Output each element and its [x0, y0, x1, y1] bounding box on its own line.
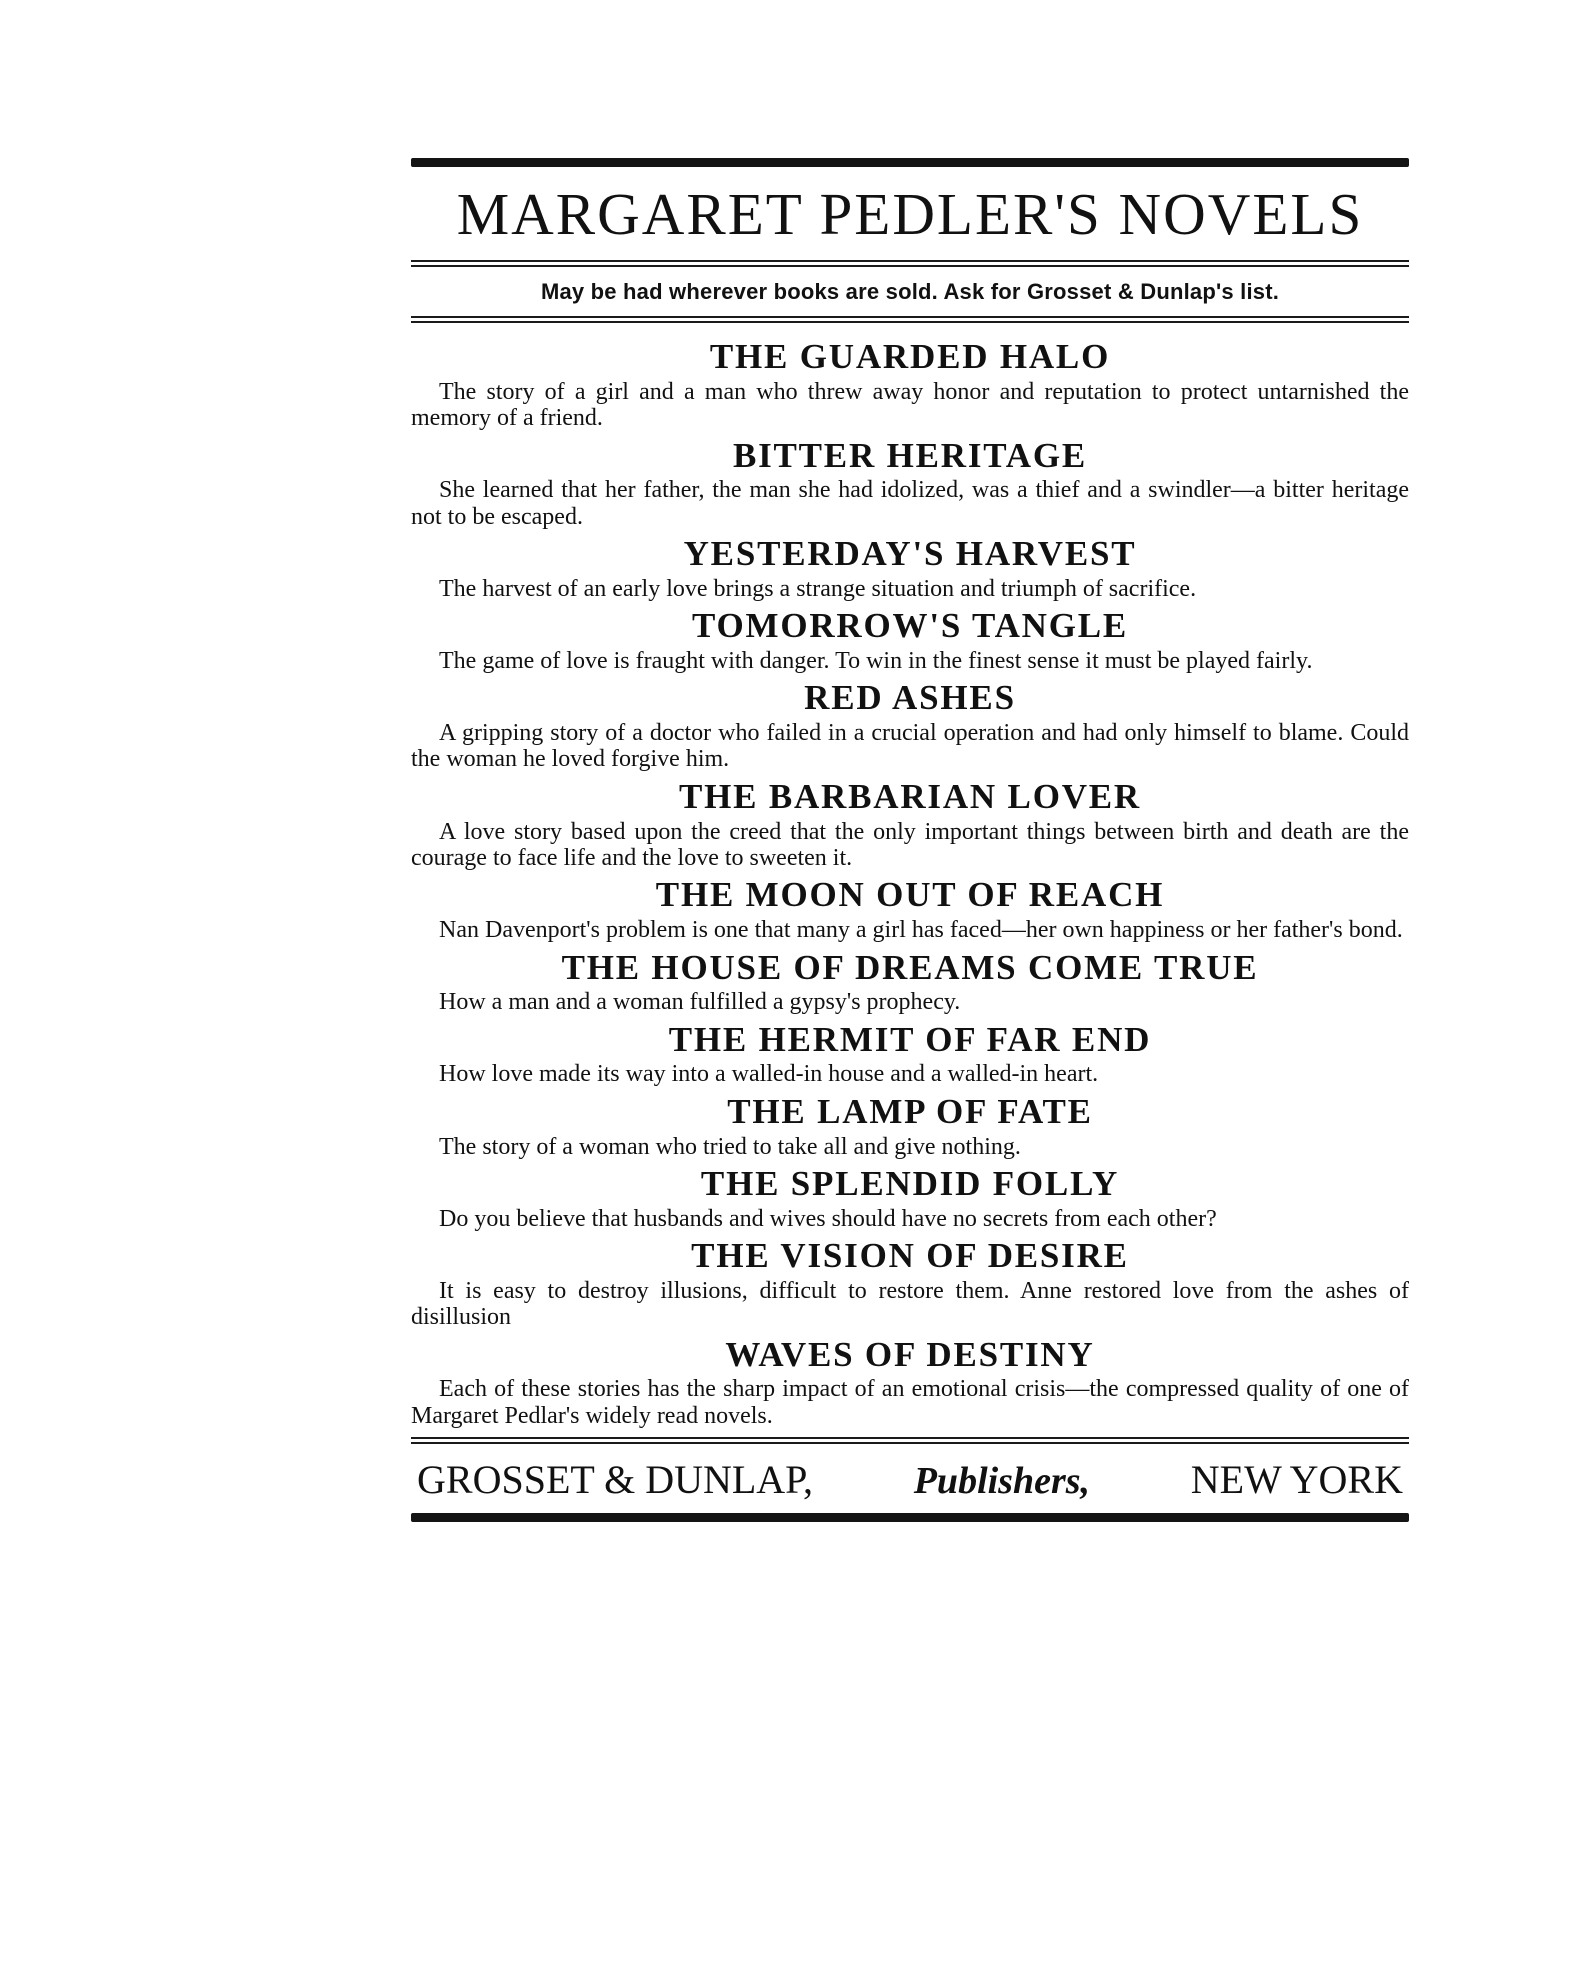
book-entry — [411, 435, 1409, 531]
publisher-name: GROSSET & DUNLAP, — [417, 1457, 813, 1503]
book-title: THE MOON OUT OF REACH — [655, 875, 1165, 915]
book-description: The harvest of an early love brings a strange situation and triumph of sacrifice. — [439, 575, 1197, 602]
book-entry — [411, 1163, 1409, 1232]
book-entry — [411, 608, 1409, 674]
title-divider — [411, 260, 1409, 267]
footer-divider — [411, 1437, 1409, 1444]
book-list — [411, 339, 1409, 1429]
book-title: THE BARBARIAN LOVER — [678, 776, 1142, 816]
book-entry — [411, 1019, 1409, 1088]
book-entry — [411, 1334, 1409, 1430]
book-description: A gripping story of a doctor who failed in a crucial operation and had only himself to blame. Could the woman he loved forgive him. — [411, 720, 1409, 773]
book-entry — [411, 877, 1409, 943]
top-heavy-rule — [411, 158, 1409, 167]
book-description: How love made its way into a walled-in house and a walled-in heart. — [439, 1061, 1099, 1088]
book-entry — [411, 1091, 1409, 1160]
book-entry — [411, 339, 1409, 432]
bottom-heavy-rule — [411, 1513, 1409, 1522]
book-title: THE HOUSE OF DREAMS COME TRUE — [561, 947, 1259, 987]
page-title: MARGARET PEDLER'S NOVELS — [456, 181, 1364, 247]
book-title: THE SPLENDID FOLLY — [700, 1163, 1120, 1203]
book-title: BITTER HERITAGE — [732, 435, 1088, 475]
publisher-role: Publishers, — [913, 1460, 1091, 1503]
book-entry — [411, 947, 1409, 1016]
book-description: A love story based upon the creed that the only important things between birth and death are the courage to face life and the love to sweeten it. — [411, 818, 1409, 872]
book-description: Nan Davenport's problem is one that many a girl has faced—her own happiness or her father's bond. — [439, 917, 1403, 944]
book-title: THE HERMIT OF FAR END — [668, 1019, 1152, 1059]
book-title: THE LAMP OF FATE — [727, 1091, 1093, 1131]
book-title: TOMORROW'S TANGLE — [691, 606, 1129, 646]
book-description: Each of these stories has the sharp impact of an emotional crisis—the compressed quality of one of Margaret Pedlar's widely read novels. — [411, 1376, 1409, 1429]
publisher-imprint — [417, 1456, 1403, 1503]
book-title: WAVES OF DESTINY — [725, 1334, 1095, 1374]
book-title: THE VISION OF DESIRE — [691, 1236, 1129, 1276]
book-entry — [411, 776, 1409, 872]
book-entry — [411, 680, 1409, 773]
book-title: RED ASHES — [804, 678, 1016, 718]
advertisement-page — [411, 158, 1409, 1522]
book-description: She learned that her father, the man she had idolized, was a thief and a swindler—a bitter heritage not to be escaped. — [411, 477, 1409, 530]
book-description: The game of love is fraught with danger. To win in the finest sense it must be played fairly. — [439, 647, 1313, 674]
book-title: YESTERDAY'S HARVEST — [683, 534, 1137, 574]
book-description: Do you believe that husbands and wives should have no secrets from each other? — [439, 1205, 1217, 1232]
book-description: The story of a woman who tried to take all and give nothing. — [439, 1133, 1021, 1160]
book-entry — [411, 1238, 1409, 1331]
subtitle: May be had wherever books are sold. Ask for Grosset & Dunlap's list. — [540, 279, 1280, 304]
subtitle-divider — [411, 316, 1409, 323]
publisher-city: NEW YORK — [1190, 1457, 1403, 1503]
book-entry — [411, 536, 1409, 602]
book-description: The story of a girl and a man who threw away honor and reputation to protect untarnished the memory of a friend. — [411, 378, 1409, 432]
book-description: It is easy to destroy illusions, difficult to restore them. Anne restored love from the ashes of disillusion — [411, 1277, 1409, 1331]
book-title: THE GUARDED HALO — [709, 337, 1111, 376]
book-description: How a man and a woman fulfilled a gypsy's prophecy. — [439, 989, 961, 1016]
